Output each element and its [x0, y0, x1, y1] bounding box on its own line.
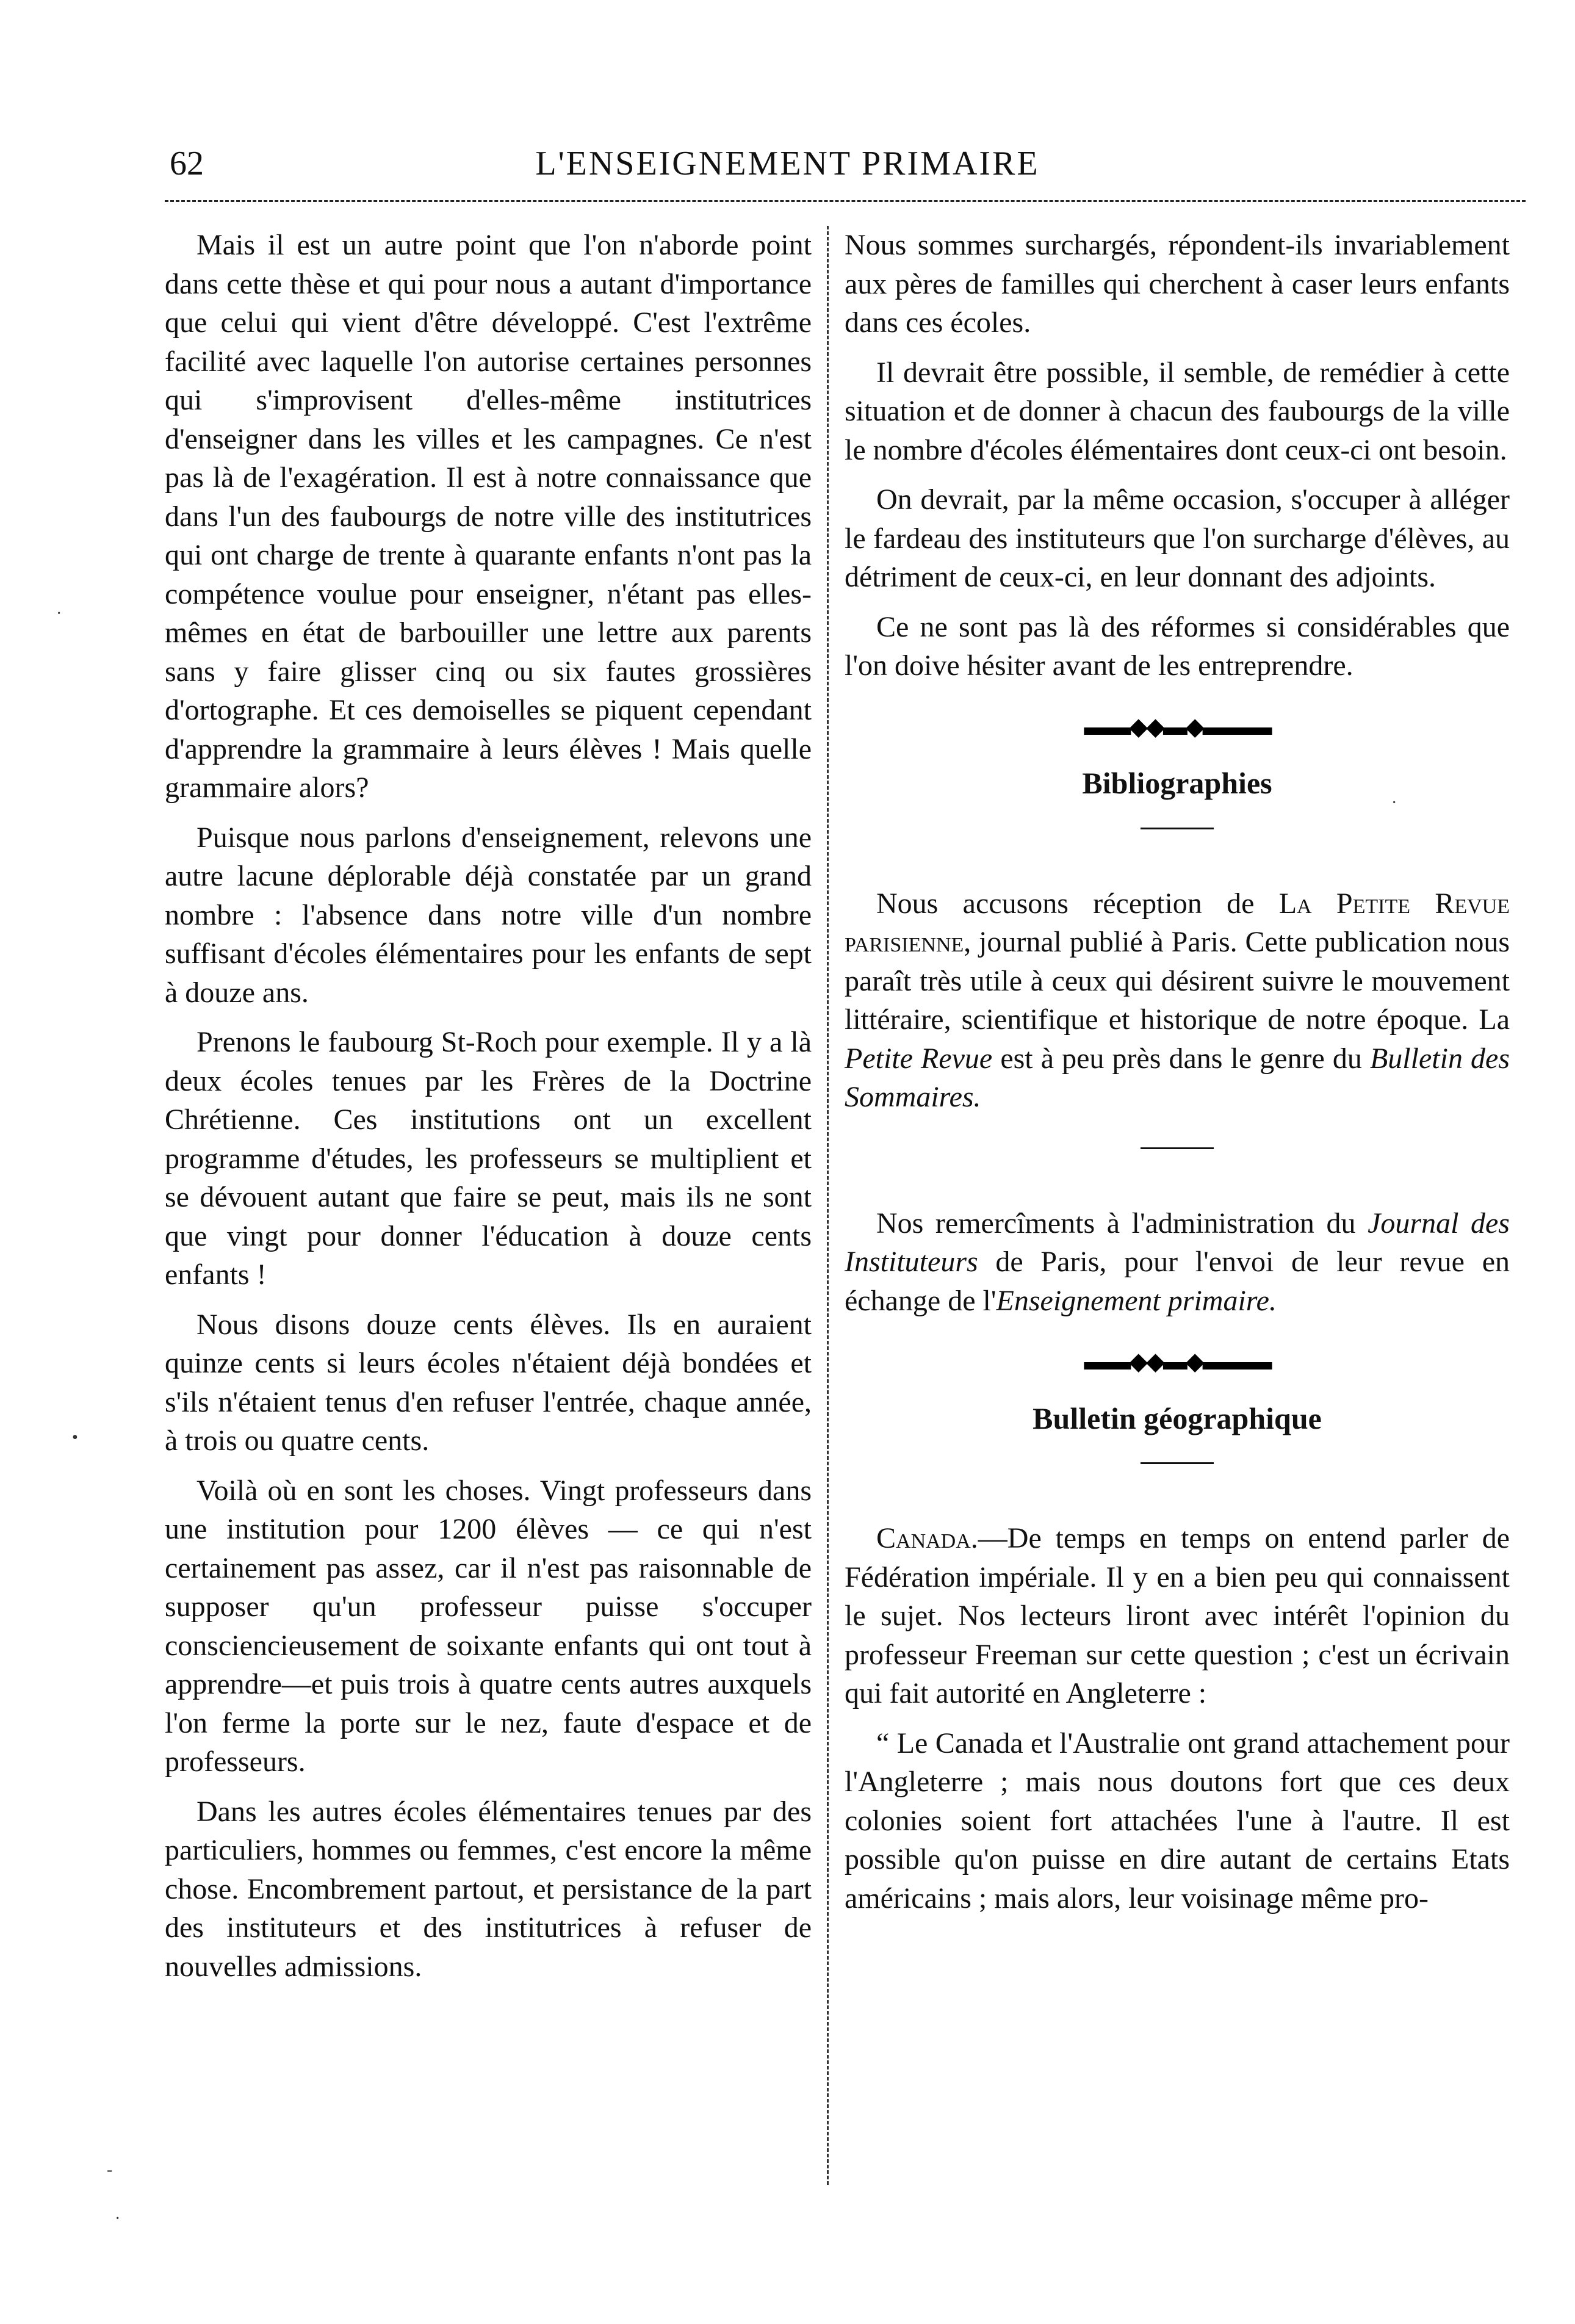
scan-speck: • — [72, 1428, 78, 1447]
spacer — [845, 854, 1510, 884]
publication-title-enseignement: Enseignement primaire. — [996, 1284, 1277, 1317]
text-run: —De temps en temps on entend parler de Fédération impériale. Il y en a bien peu qui connaissent le sujet. Nos lecteurs liront avec intérêt l'opinion du professeur Freeman sur cette question ; c'est un écrivain qui fait autorité en Angleterre : — [845, 1522, 1510, 1709]
spacer — [845, 1489, 1510, 1519]
scan-speck: - — [107, 2160, 113, 2179]
spacer — [845, 1117, 1510, 1147]
scan-speck: · — [56, 604, 62, 623]
short-rule — [1141, 1462, 1214, 1464]
short-rule — [1141, 1147, 1214, 1149]
paragraph: Nous sommes surchargés, répondent-ils invariablement aux pères de familles qui cherchent à caser leurs enfants dans ces écoles. — [845, 229, 1510, 339]
topic-label: Canada. — [876, 1522, 978, 1554]
text-run: Nos remercîments à l'administration du — [876, 1207, 1368, 1240]
paragraph: Puisque nous parlons d'enseignement, relevons une autre lacune déplorable déjà constatée par un grand nombre : l'absence dans notre ville d'un nombre suffisant d'écoles élémentaires pour les enfants de sept à douze ans. — [165, 821, 812, 1009]
section-title-bibliographies: Bibliographies — [1082, 766, 1272, 800]
short-rule — [1141, 828, 1214, 829]
paragraph: On devrait, par la même occasion, s'occuper à alléger le fardeau des instituteurs que l'on surcharge d'élèves, au détriment de ceux-ci, en leur donnant des adjoints. — [845, 483, 1510, 593]
ornament-divider: ▬▬◆◆▬◆▬▬▬ — [1084, 712, 1270, 740]
paragraph: Ce ne sont pas là des réformes si considérables que l'on doive hésiter avant de les entreprendre. — [845, 610, 1510, 682]
text-run: , journal publié à Paris. Cette publication nous paraît très utile à ceux qui désirent suivre le mouvement littéraire, scientifique et historique de notre époque. La — [845, 926, 1510, 1036]
header-rule — [165, 200, 1526, 202]
running-title: L'ENSEIGNEMENT PRIMAIRE — [535, 145, 1040, 182]
paragraph: Il devrait être possible, il semble, de remédier à cette situation et de donner à chacun des faubourgs de la ville le nombre d'écoles élémentaires dont ceux-ci ont besoin. — [845, 356, 1510, 466]
paragraph-quote: “ Le Canada et l'Australie ont grand attachement pour l'Angleterre ; mais nous doutons fort que ces deux colonies soient fort attachées l'une à l'autre. Il est possible qu'on puisse en dire autant de certains Etats américains ; mais alors, leur voisinage même pro- — [845, 1727, 1510, 1914]
paragraph: Nous disons douze cents élèves. Ils en auraient quinze cents si leurs écoles n'étaient déjà bondées et s'ils n'étaient tenus d'en refuser l'entrée, chaque année, à trois ou quatre cents. — [165, 1308, 812, 1457]
paragraph: Dans les autres écoles élémentaires tenues par des particuliers, hommes ou femmes, c'est encore la même chose. Encombrement partout, et persistance de la part des instituteurs et des institutrices à refuser de nouvelles admissions. — [165, 1795, 812, 1983]
paragraph: Prenons le faubourg St-Roch pour exemple. Il y a là deux écoles tenues par les Frères de la Doctrine Chrétienne. Ces institutions ont un excellent programme d'études, les professeurs se multiplient et se dévouent autant que faire se peut, mais ils ne sont que vingt pour donner l'éducation à douze cents enfants ! — [165, 1026, 812, 1291]
page-number: 62 — [170, 145, 204, 182]
scan-speck: · — [1391, 793, 1397, 812]
left-column — [165, 226, 812, 1986]
scan-speck: · — [115, 2209, 121, 2228]
ornament-divider: ▬▬◆◆▬◆▬▬▬ — [1084, 1348, 1270, 1375]
paragraph: Mais il est un autre point que l'on n'aborde point dans cette thèse et qui pour nous a autant d'importance que celui qui vient d'être développé. C'est l'extrême facilité avec laquelle l'on autorise certaines personnes qui s'improvisent d'elles-même institutrices d'enseigner dans les villes et les campagnes. Ce n'est pas là de l'exagération. Il est à notre connaissance que dans l'un des faubourgs de notre ville des institutrices qui ont charge de trente à quarante enfants n'ont pas la compétence voulue pour enseigner, n'étant pas elles-mêmes en état de barbouiller une lettre aux parents sans y faire glisser cinq ou six fautes grossières d'ortographe. Et ces demoiselles se piquent cependant d'apprendre la grammaire à leurs élèves ! Mais quelle grammaire alors? — [165, 229, 812, 804]
publication-title: La Petite Revue parisienne — [845, 887, 1510, 958]
publication-title-journal: Journal des Instituteurs — [845, 1207, 1510, 1278]
paragraph-canada — [845, 1519, 1510, 1713]
paragraph: Voilà où en sont les choses. Vingt professeurs dans une institution pour 1200 élèves — ce qui n'est certainement pas assez, car il n'est pas raisonnable de supposer qu'un professeur puisse s'occuper consciencieusement de soixante enfants qui ont tout à apprendre—et puis trois à quatre cents autres auxquels l'on ferme la porte sur le nez, faute d'espace et de professeurs. — [165, 1474, 812, 1778]
paragraph-bibliography-1 — [845, 884, 1510, 1117]
paragraph-bibliography-2 — [845, 1204, 1510, 1321]
column-divider — [827, 226, 829, 2185]
publication-title-bulletin: Bulletin des Sommaires. — [845, 1042, 1510, 1113]
publication-title-short: Petite Revue — [845, 1042, 993, 1075]
section-title-bulletin: Bulletin géographique — [1033, 1401, 1322, 1435]
text-run: est à peu près dans le genre du — [992, 1042, 1370, 1075]
spacer — [845, 1174, 1510, 1204]
right-column — [845, 226, 1510, 1918]
text-run: Nous accusons réception de — [876, 887, 1279, 920]
text-run: de Paris, pour l'envoi de leur revue en échange de l' — [845, 1246, 1510, 1317]
